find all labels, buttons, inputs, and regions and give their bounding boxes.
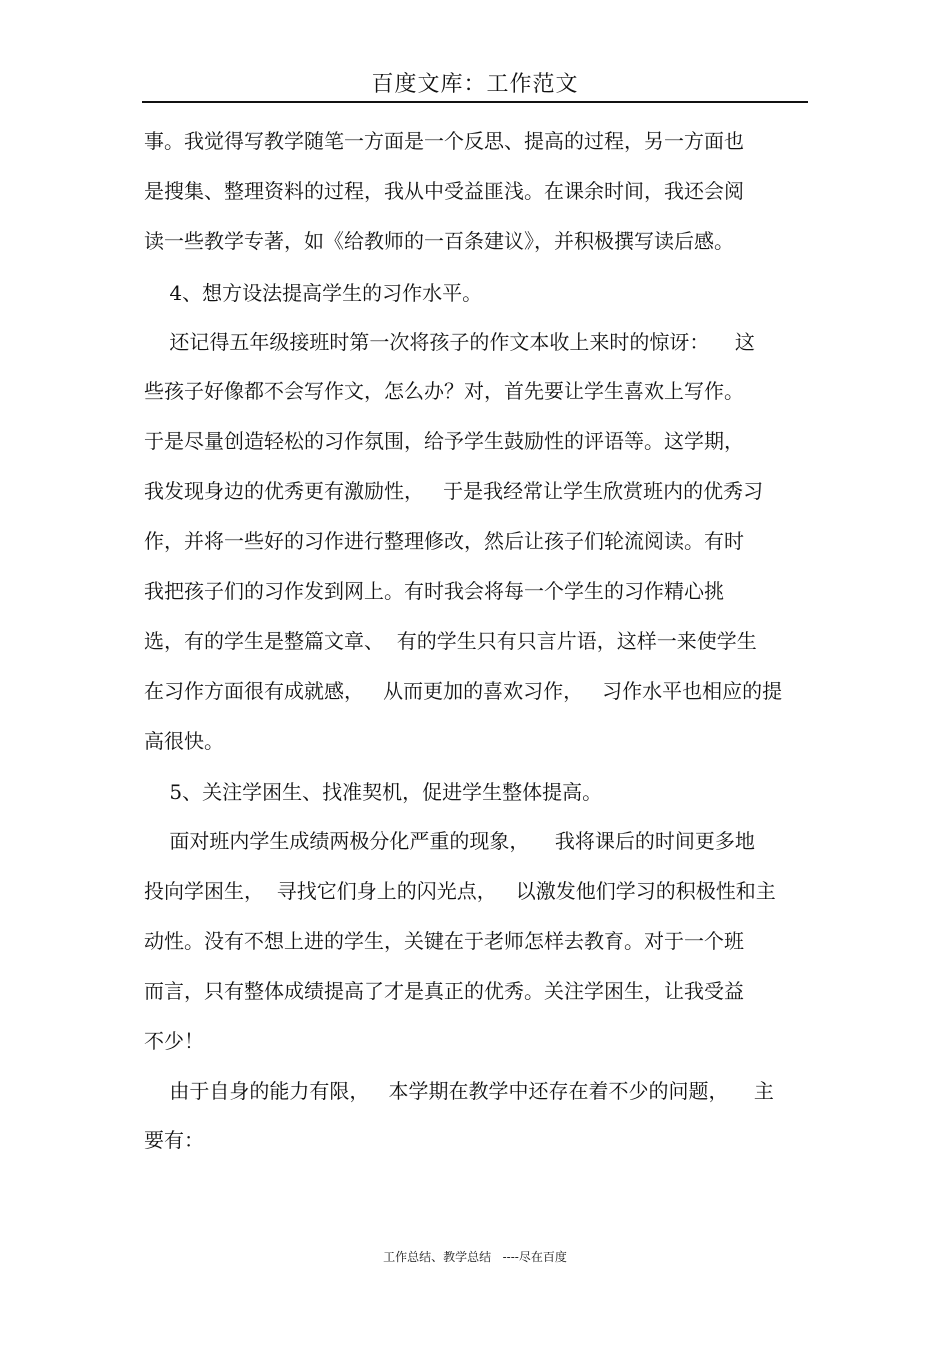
text-line: 我发现身边的优秀更有激励性， 于是我经常让学生欣赏班内的优秀习 <box>144 479 764 503</box>
text-line: 选，有的学生是整篇文章、 有的学生只有只言片语，这样一来使学生 <box>144 629 757 653</box>
text-line: 还记得五年级接班时第一次将孩子的作文本收上来时的惊讶： 这 <box>144 330 755 354</box>
text-line: 面对班内学生成绩两极分化严重的现象， 我将课后的时间更多地 <box>144 829 755 853</box>
text-line: 我把孩子们的习作发到网上。有时我会将每一个学生的习作精心挑 <box>144 579 724 603</box>
text-line: 事。我觉得写教学随笔一方面是一个反思、提高的过程，另一方面也 <box>144 129 744 153</box>
text-line: 高很快。 <box>144 729 224 753</box>
text-line: 5、关注学困生、找准契机，促进学生整体提高。 <box>144 780 603 804</box>
text-line: 在习作方面很有成就感， 从而更加的喜欢习作， 习作水平也相应的提 <box>144 679 783 703</box>
text-line: 4、想方设法提高学生的习作水平。 <box>144 281 483 305</box>
text-line: 读一些教学专著，如《给教师的一百条建议》，并积极撰写读后感。 <box>144 229 734 253</box>
text-line: 投向学困生， 寻找它们身上的闪光点， 以激发他们学习的积极性和主 <box>144 879 776 903</box>
text-line: 于是尽量创造轻松的习作氛围，给予学生鼓励性的评语等。这学期， <box>144 429 744 453</box>
text-line: 不少！ <box>144 1029 204 1053</box>
text-line: 作，并将一些好的习作进行整理修改，然后让孩子们轮流阅读。有时 <box>144 529 744 553</box>
header-title: 百度文库：工作范文 <box>371 72 579 97</box>
text-line: 要有： <box>144 1128 204 1152</box>
text-line: 由于自身的能力有限， 本学期在教学中还存在着不少的问题， 主 <box>144 1079 774 1103</box>
header-divider <box>142 101 808 103</box>
page-footer: 工作总结、教学总结 ----尽在百度 <box>383 1250 567 1264</box>
text-line: 些孩子好像都不会写作文，怎么办？对，首先要让学生喜欢上写作。 <box>144 379 744 403</box>
text-line: 动性。没有不想上进的学生，关键在于老师怎样去教育。对于一个班 <box>144 929 744 953</box>
text-line: 而言，只有整体成绩提高了才是真正的优秀。关注学困生，让我受益 <box>144 979 744 1003</box>
text-line: 是搜集、整理资料的过程，我从中受益匪浅。在课余时间，我还会阅 <box>144 179 744 203</box>
